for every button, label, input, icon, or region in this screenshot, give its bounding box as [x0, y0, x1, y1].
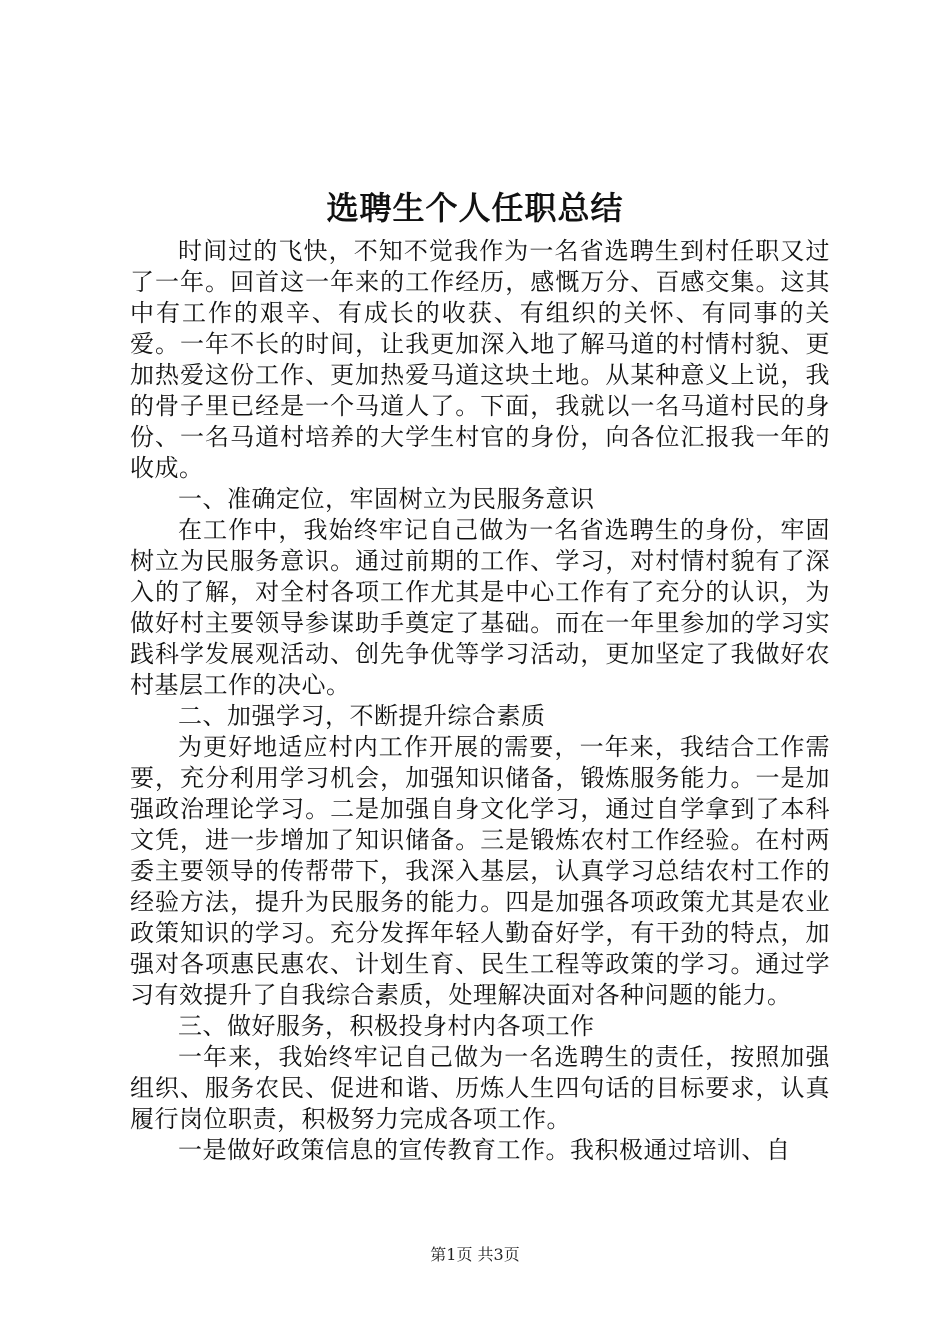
- paragraph-intro: 时间过的飞快，不知不觉我作为一名省选聘生到村任职又过了一年。回首这一年来的工作经历，感慨万分、百感交集。这其中有工作的艰辛、有成长的收获、有组织的关怀、有同事的关爱。一年不长的时间，让我更加深入地了解马道的村情村貌、更加热爱这份工作、更加热爱马道这块土地。从某种意义上说，我的骨子里已经是一个马道人了。下面，我就以一名马道村民的身份、一名马道村培养的大学生村官的身份，向各位汇报我一年的收成。: [130, 237, 830, 482]
- page-footer: 第1页 共3页: [430, 1245, 520, 1264]
- section-heading-3: 三、做好服务，积极投身村内各项工作: [178, 1012, 595, 1040]
- paragraph-section-3: 一年来，我始终牢记自己做为一名选聘生的责任，按照加强组织、服务农民、促进和谐、历炼人生四句话的目标要求，认真履行岗位职责，积极努力完成各项工作。: [130, 1043, 830, 1133]
- section-heading-2: 二、加强学习，不断提升综合素质: [178, 702, 546, 730]
- paragraph-section-3-item-1: 一是做好政策信息的宣传教育工作。我积极通过培训、自: [178, 1136, 791, 1164]
- section-heading-1: 一、准确定位，牢固树立为民服务意识: [178, 485, 595, 513]
- document-title: 选聘生个人任职总结: [326, 189, 624, 227]
- paragraph-section-1: 在工作中，我始终牢记自己做为一名省选聘生的身份，牢固树立为民服务意识。通过前期的工作、学习，对村情村貌有了深入的了解，对全村各项工作尤其是中心工作有了充分的认识，为做好村主要领导参谋助手奠定了基础。而在一年里参加的学习实践科学发展观活动、创先争优等学习活动，更加坚定了我做好农村基层工作的决心。: [130, 516, 830, 699]
- document-body: [130, 236, 830, 1166]
- paragraph-section-2: 为更好地适应村内工作开展的需要，一年来，我结合工作需要，充分利用学习机会，加强知识储备，锻炼服务能力。一是加强政治理论学习。二是加强自身文化学习，通过自学拿到了本科文凭，进一步增加了知识储备。三是锻炼农村工作经验。在村两委主要领导的传帮带下，我深入基层，认真学习总结农村工作的经验方法，提升为民服务的能力。四是加强各项政策尤其是农业政策知识的学习。充分发挥年轻人勤奋好学，有干劲的特点，加强对各项惠民惠农、计划生育、民生工程等政策的学习。通过学习有效提升了自我综合素质，处理解决面对各种问题的能力。: [130, 733, 830, 1009]
